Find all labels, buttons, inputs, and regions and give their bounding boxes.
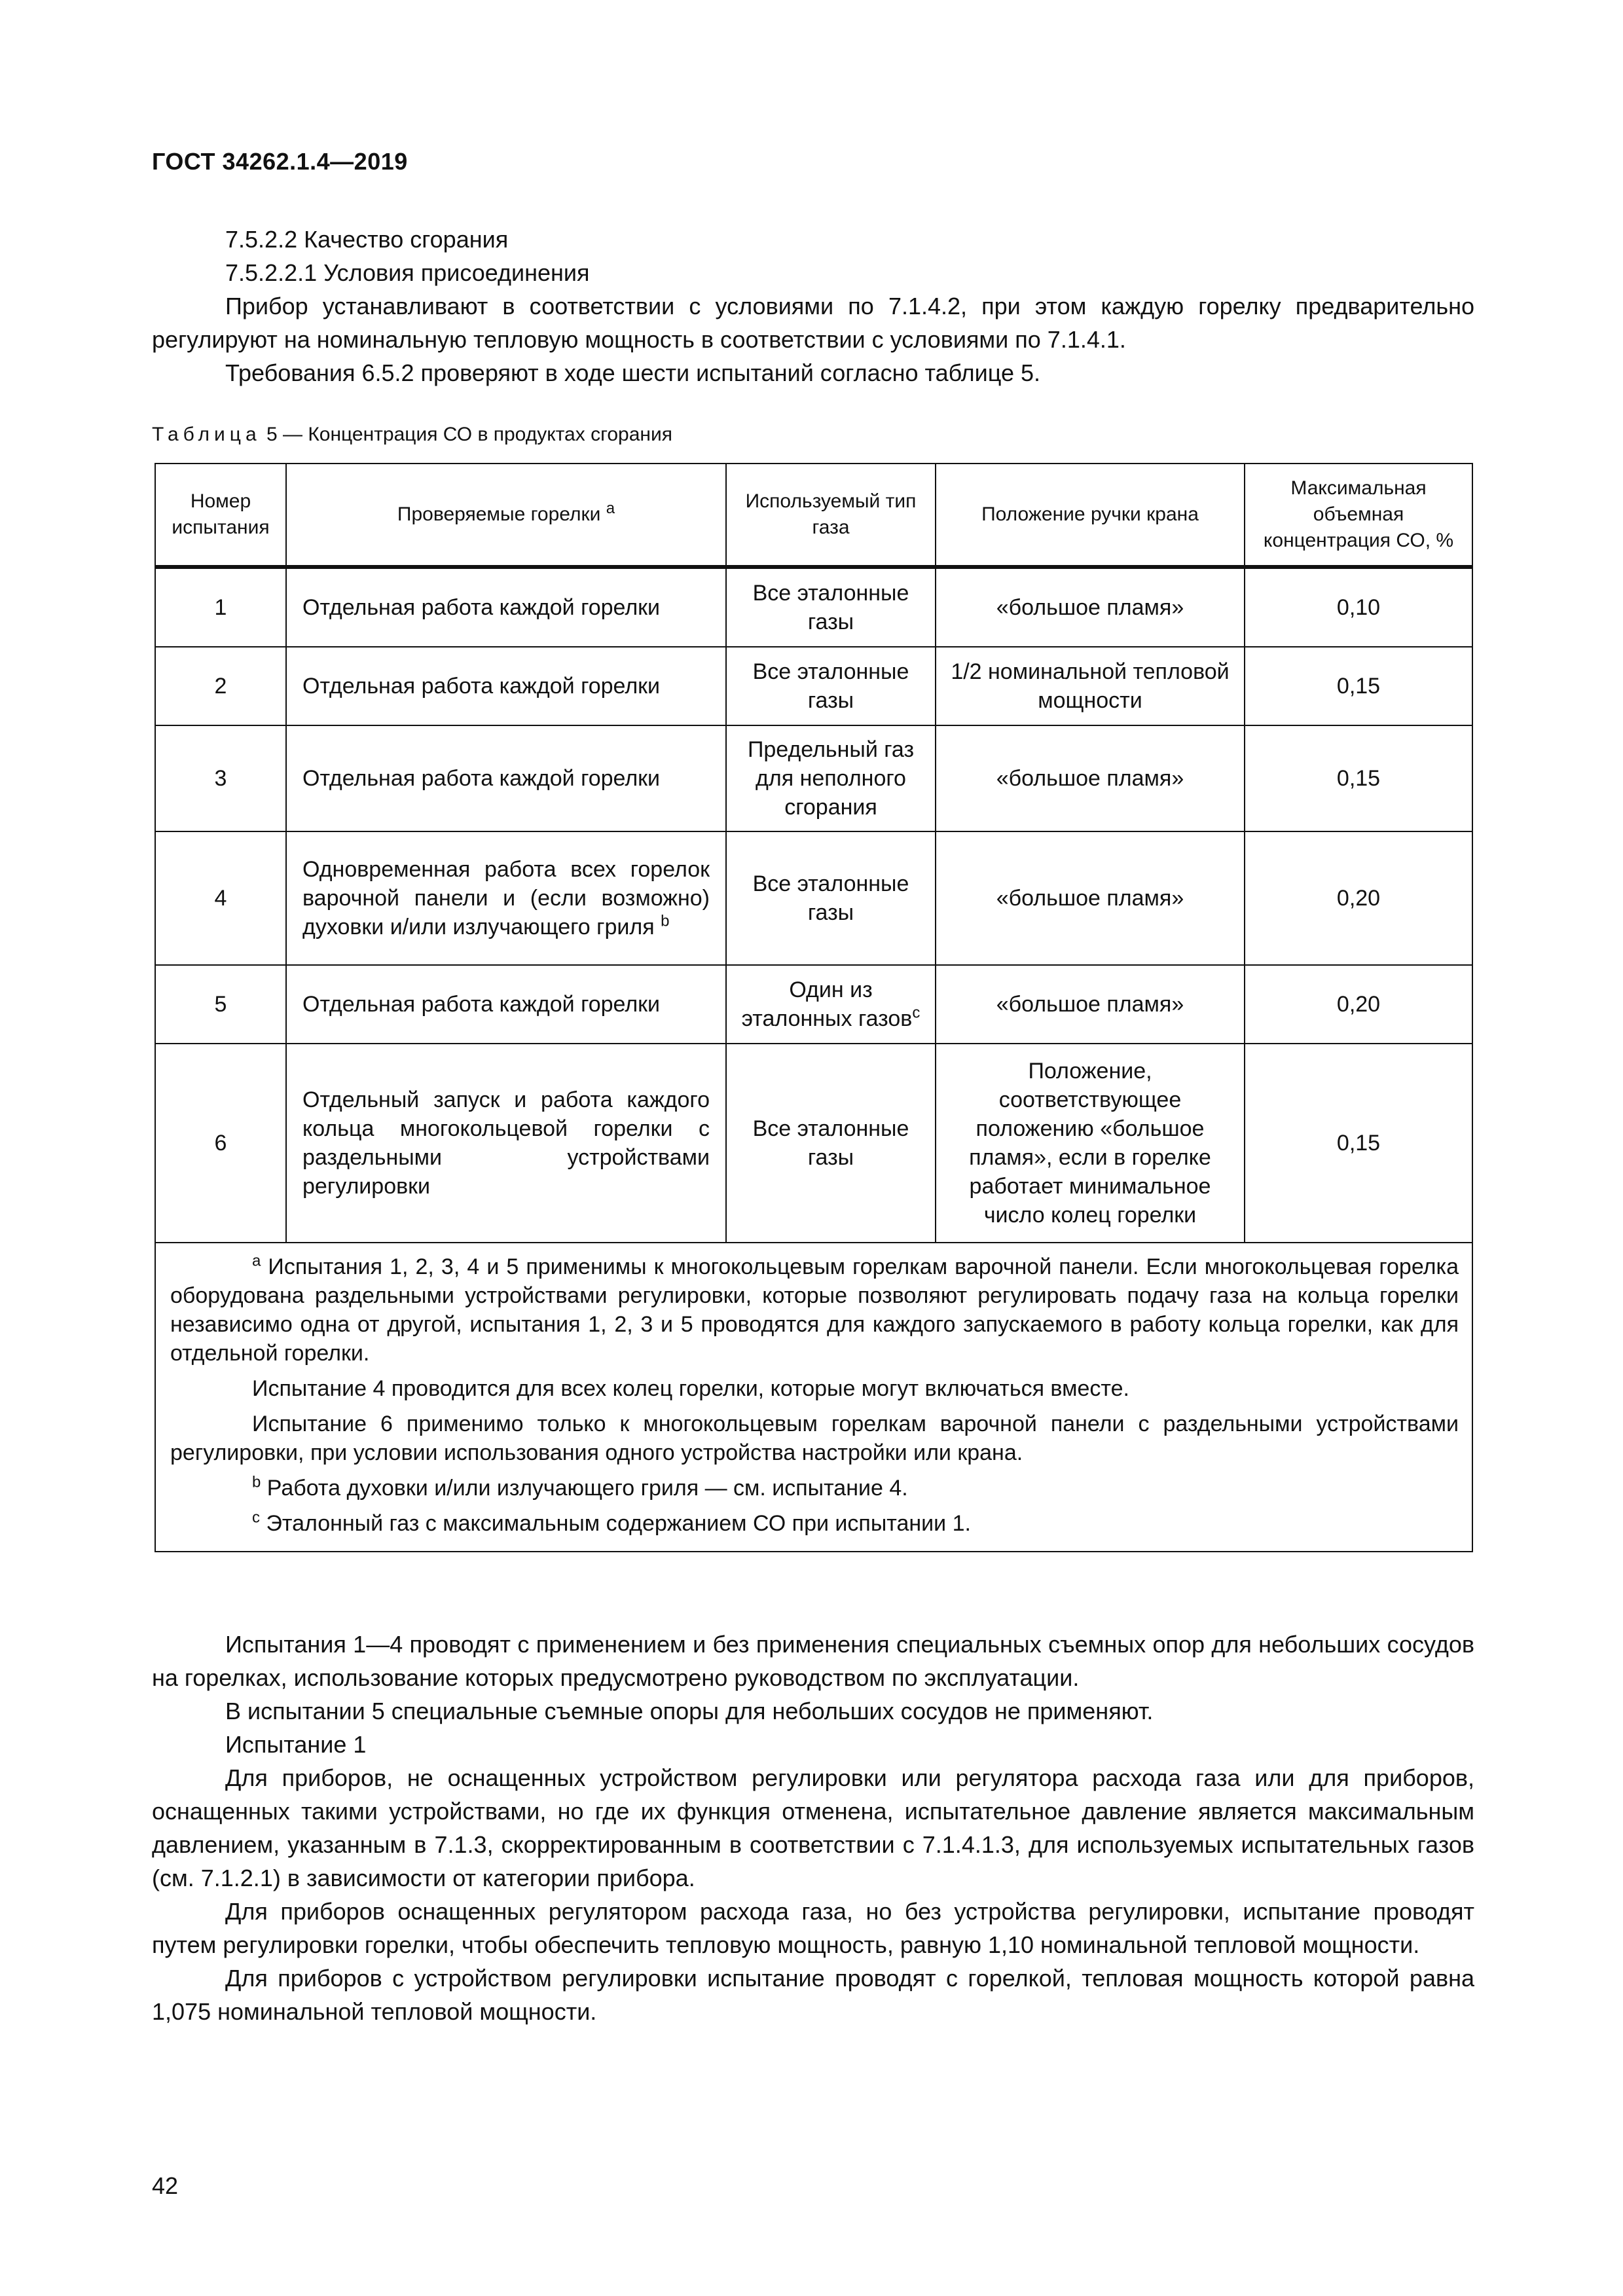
cell-burners: Отдельная работа каждой горелки — [286, 647, 726, 725]
table-header-row — [155, 464, 1472, 567]
cell-knob-position: «большое пламя» — [936, 831, 1245, 965]
cell-gas-type: Предельный газ для неполного сгорания — [726, 725, 936, 831]
footnote-text: Эталонный газ с максимальным содержанием СО при испытании 1. — [260, 1511, 971, 1536]
footnote-mark: a — [252, 1252, 261, 1270]
table-note: Испытание 6 применимо только к многокольцевым горелкам варочной панели с раздельными устройствами регулировки, при условии использования одного устройства настройки или крана. — [170, 1412, 1459, 1465]
page-number: 42 — [152, 2172, 179, 2199]
footnote-mark: b — [661, 912, 670, 930]
cell-test-number: 5 — [155, 965, 286, 1044]
cell-burners — [286, 831, 726, 965]
subsubsection-heading: 7.5.2.2.1 Условия присоединения — [225, 259, 590, 286]
cell-gas-type — [726, 965, 936, 1044]
footnote-b — [170, 1474, 1459, 1503]
cell-gas-type: Все эталонные газы — [726, 831, 936, 965]
cell-burners-text: Одновременная работа всех горелок варочной панели и (если возможно) духовки и/или излучающего гриля — [302, 857, 710, 939]
cell-gas-type: Все эталонные газы — [726, 647, 936, 725]
footnote-a — [170, 1252, 1459, 1368]
section-intro — [152, 223, 1474, 390]
intro-paragraph: Требования 6.5.2 проверяют в ходе шести испытаний согласно таблице 5. — [225, 359, 1040, 386]
test-heading: Испытание 1 — [225, 1731, 367, 1758]
table-note: Испытание 4 проводится для всех колец горелки, которые могут включаться вместе. — [252, 1376, 1129, 1401]
header-max-co: Максимальная объемная концентрация СО, % — [1245, 464, 1472, 567]
cell-max-co: 0,20 — [1245, 831, 1472, 965]
header-burners — [286, 464, 726, 567]
cell-test-number: 6 — [155, 1044, 286, 1243]
document-header: ГОСТ 34262.1.4—2019 — [152, 148, 408, 175]
co-concentration-table — [155, 463, 1473, 1552]
header-test-number: Номер испытания — [155, 464, 286, 567]
footnote-text: Испытания 1, 2, 3, 4 и 5 применимы к многокольцевым горелкам варочной панели. Если многокольцевая горелка оборудована раздельными устройствами регулировки, которые позволяют регулировать подачу газа на кольца горелки независимо одна от другой, испытания 1, 2, 3 и 5 проводятся для каждого запускаемого в работу кольца горелки, как для отдельной горелки. — [170, 1254, 1459, 1366]
footnote-text: Работа духовки и/или излучающего гриля — см. испытание 4. — [261, 1476, 908, 1501]
table-caption — [152, 424, 672, 446]
cell-burners: Отдельная работа каждой горелки — [286, 965, 726, 1044]
cell-max-co: 0,15 — [1245, 725, 1472, 831]
footnote-c — [170, 1509, 1459, 1538]
body-paragraph: В испытании 5 специальные съемные опоры для небольших сосудов не применяют. — [225, 1698, 1154, 1724]
table-row — [155, 725, 1472, 831]
table-row — [155, 1044, 1472, 1243]
subsection-heading: 7.5.2.2 Качество сгорания — [225, 226, 509, 253]
cell-knob-position: «большое пламя» — [936, 725, 1245, 831]
cell-burners: Отдельная работа каждой горелки — [286, 567, 726, 647]
header-knob-position: Положение ручки крана — [936, 464, 1245, 567]
header-gas-type: Используемый тип газа — [726, 464, 936, 567]
cell-max-co: 0,20 — [1245, 965, 1472, 1044]
table-caption-word: Таблица — [152, 424, 261, 445]
header-burners-label: Проверяемые горелки — [397, 503, 601, 525]
body-paragraph: Для приборов с устройством регулировки испытание проводят с горелкой, тепловая мощность которой равна 1,075 номинальной тепловой мощности. — [152, 1965, 1474, 2025]
intro-paragraph: Прибор устанавливают в соответствии с условиями по 7.1.4.2, при этом каждую горелку предварительно регулируют на номинальную тепловую мощность в соответствии с условиями по 7.1.4.1. — [152, 293, 1474, 353]
body-paragraph: Для приборов оснащенных регулятором расхода газа, но без устройства регулировки, испытание проводят путем регулировки горелки, чтобы обеспечить тепловую мощность, равную 1,10 номинальной тепловой мощности. — [152, 1898, 1474, 1958]
cell-knob-position: «большое пламя» — [936, 567, 1245, 647]
body-paragraph: Для приборов, не оснащенных устройством регулировки или регулятора расхода газа или для приборов, оснащенных такими устройствами, но где их функция отменена, испытательное давление является максимальным давлением, указанным в 7.1.3, скорректированным в соответствии с 7.1.4.1.3, для используемых испытательных газов (см. 7.1.2.1) в зависимости от категории прибора. — [152, 1764, 1474, 1891]
cell-test-number: 1 — [155, 567, 286, 647]
cell-gas-type: Все эталонные газы — [726, 1044, 936, 1243]
cell-burners: Отдельная работа каждой горелки — [286, 725, 726, 831]
cell-gas-type-text: Один из эталонных газов — [741, 977, 913, 1031]
cell-burners: Отдельный запуск и работа каждого кольца многокольцевой горелки с раздельными устройствами регулировки — [286, 1044, 726, 1243]
footnote-mark: b — [252, 1473, 261, 1491]
footnote-mark: c — [252, 1508, 260, 1527]
cell-gas-type: Все эталонные газы — [726, 567, 936, 647]
cell-max-co: 0,15 — [1245, 647, 1472, 725]
cell-test-number: 2 — [155, 647, 286, 725]
table-row — [155, 965, 1472, 1044]
table-notes — [155, 1243, 1472, 1552]
table-notes-row — [155, 1243, 1472, 1552]
cell-test-number: 3 — [155, 725, 286, 831]
section-after-table — [152, 1628, 1474, 2028]
table-row — [155, 831, 1472, 965]
footnote-mark: a — [606, 500, 615, 517]
cell-knob-position: 1/2 номинальной тепловой мощности — [936, 647, 1245, 725]
cell-max-co: 0,15 — [1245, 1044, 1472, 1243]
cell-knob-position: «большое пламя» — [936, 965, 1245, 1044]
footnote-mark: c — [912, 1004, 921, 1022]
body-paragraph: Испытания 1—4 проводят с применением и без применения специальных съемных опор для небольших сосудов на горелках, использование которых предусмотрено руководством по эксплуатации. — [152, 1631, 1474, 1691]
table-row — [155, 567, 1472, 647]
cell-knob-position: Положение, соответствующее положению «большое пламя», если в горелке работает минимальное число колец горелки — [936, 1044, 1245, 1243]
cell-max-co: 0,10 — [1245, 567, 1472, 647]
cell-test-number: 4 — [155, 831, 286, 965]
table-row — [155, 647, 1472, 725]
table-caption-title: 5 — Концентрация СО в продуктах сгорания — [261, 424, 672, 445]
